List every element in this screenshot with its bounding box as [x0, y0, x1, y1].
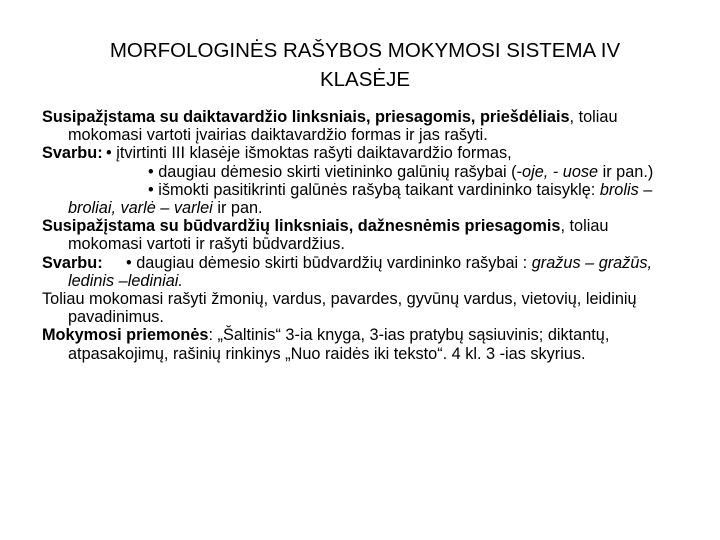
italic-example: oje, - — [522, 162, 559, 181]
paragraph-adjectives — [42, 217, 682, 253]
adjectives-intro-rest: , toliau mokomasi vartoti ir rašyti būdvardžius. — [68, 217, 609, 254]
bullet-text: • daugiau dėmesio skirti vietininko galūnių rašybai (- — [148, 162, 523, 181]
bullet-text-end: ir pan.) — [598, 162, 654, 181]
important-label: Svarbu: — [42, 253, 103, 272]
italic-example: uose — [562, 162, 599, 181]
paragraph-nouns — [42, 108, 682, 144]
paragraph-important-4 — [42, 254, 682, 290]
materials-label: Mokymosi priemonės — [42, 326, 209, 345]
bullet-text: • įtvirtinti III klasėje išmoktas rašyti daiktavardžio formas, — [106, 144, 512, 163]
body-text — [42, 108, 682, 363]
page-title — [40, 36, 690, 94]
title-line-2: KLASĖJE — [319, 68, 411, 91]
important-label: Svarbu: — [42, 144, 103, 163]
italic-example: brolis – broliai, varlė – varlei — [68, 180, 653, 218]
paragraph-important-1 — [42, 144, 682, 162]
italic-example: gražus – gražūs, ledinis –lediniai. — [68, 253, 653, 290]
bullet-text: • daugiau dėmesio skirti būdvardžių vardininko rašybai : — [126, 253, 532, 272]
paragraph-important-2 — [42, 163, 682, 181]
materials-text: : „Šaltinis“ 3-ia knyga, 3-ias pratybų sąsiuvinis; diktantų, atpasakojimų, rašinių rinkinys „Nuo raidės iki teksto“. 4 kl. 3 -ias skyrius. — [68, 326, 610, 363]
paragraph-materials — [42, 326, 682, 362]
bullet-text: • išmokti pasitikrinti galūnės rašybą taikant vardininko taisyklę: — [148, 180, 600, 199]
adjectives-intro-bold: Susipažįstama su būdvardžių linksniais, dažnesnėmis priesagomis — [42, 217, 561, 236]
paragraph-names — [42, 290, 682, 326]
title-line-1: MORFOLOGINĖS RAŠYBOS MOKYMOSI SISTEMA IV — [109, 39, 621, 62]
names-text: Toliau mokomasi rašyti žmonių, vardus, pavardes, gyvūnų vardus, vietovių, leidinių pavadinimus. — [42, 290, 637, 327]
paragraph-important-3 — [42, 181, 682, 217]
nouns-intro-bold: Susipažįstama su daiktavardžio linksniais, priesagomis, priešdėliais — [42, 108, 570, 126]
bullet-text-end: ir pan. — [212, 199, 263, 218]
nouns-intro-rest: , toliau mokomasi vartoti įvairias daiktavardžio formas ir jas rašyti. — [68, 108, 618, 145]
